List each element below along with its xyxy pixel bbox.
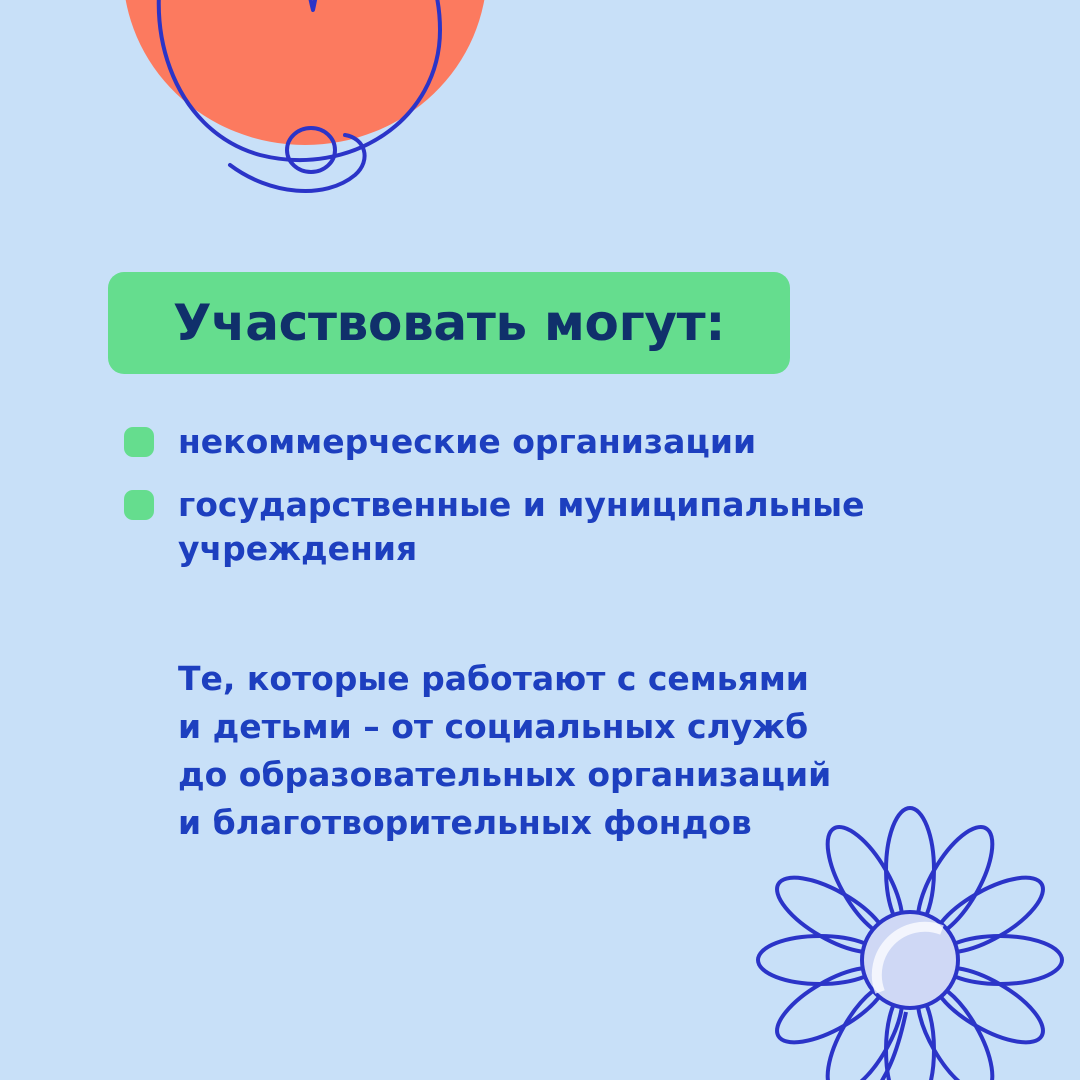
list-item-label: некоммерческие организации <box>178 422 757 461</box>
list-item <box>124 420 984 465</box>
bullet-square-icon <box>124 490 154 520</box>
daisy-flower-illustration <box>710 780 1080 1080</box>
paragraph-line: и благотворительных фондов <box>178 802 752 842</box>
page-title: Участвовать могут: <box>172 294 726 352</box>
list-item <box>124 483 984 572</box>
exclamation-mark-illustration <box>110 0 540 260</box>
bullet-square-icon <box>124 427 154 457</box>
paragraph-line: до образовательных организаций <box>178 754 832 794</box>
heading-pill <box>108 272 790 374</box>
eligibility-list <box>124 420 984 590</box>
paragraph-line: Те, которые работают с семьями <box>178 659 809 698</box>
list-item-label: государственные и муниципальные учреждения <box>178 484 865 569</box>
paragraph-line: и детьми – от социальных служб <box>178 706 809 746</box>
